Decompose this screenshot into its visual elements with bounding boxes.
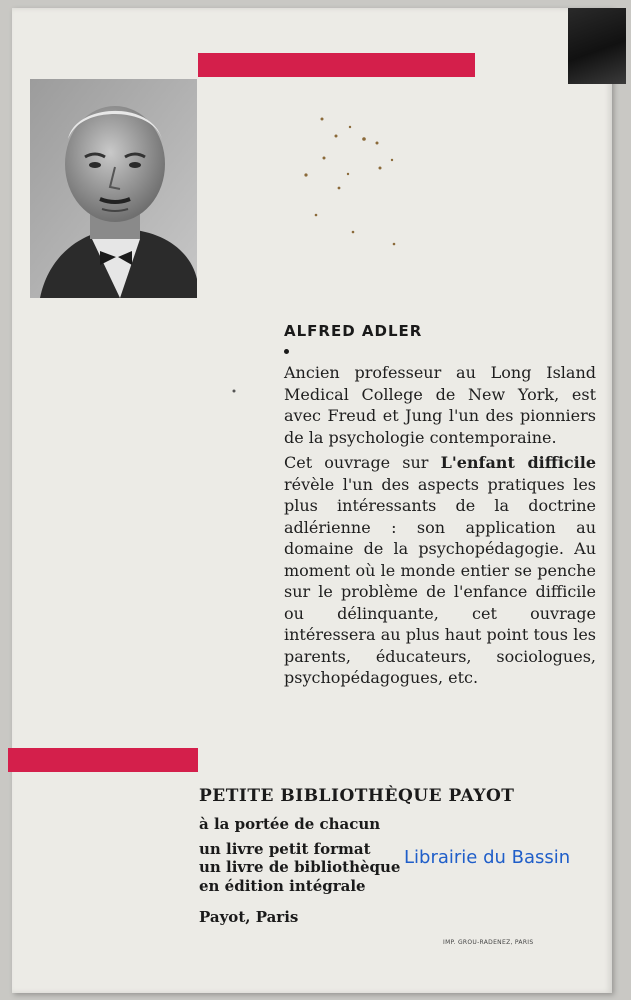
book-title: L'enfant difficile [440, 453, 597, 472]
bio-paragraph-1: Ancien professeur au Long Island Medical College de New York, est avec Freud et Jung l'un des pionniers de la psychologie contemporaine. [284, 363, 596, 447]
separator-dot [284, 349, 289, 354]
bio-paragraph-2 [284, 452, 596, 689]
bio-text-after: révèle l'un des aspects pratiques les plus intéressants de la doctrine adlérienne : son application au domaine de la psychopédagogie. Au moment où le monde entier se penche sur le problème de l'enfance difficile ou délinquante, cet ouvrage intéressera au plus haut point tous les parents, éducateurs, sociologues, psychopédagogues, etc. [284, 474, 596, 687]
series-tagline [199, 815, 400, 895]
tagline-line: un livre petit format [199, 839, 371, 858]
tagline-line: à la portée de chacun [199, 815, 381, 833]
bookseller-watermark: Librairie du Bassin [404, 847, 571, 868]
publisher-imprint: Payot, Paris [199, 908, 299, 926]
bio-text-before: Cet ouvrage sur [284, 453, 441, 472]
tagline-line: un livre de bibliothèque [199, 858, 401, 876]
series-title: PETITE BIBLIOTHÈQUE PAYOT [199, 786, 515, 806]
tagline-line: en édition intégrale [199, 876, 366, 895]
red-bar-bottom [8, 748, 198, 772]
printer-credit: IMP. GROU-RADENEZ, PARIS [443, 939, 534, 946]
author-biography [284, 362, 596, 693]
author-name: ALFRED ADLER [284, 322, 423, 340]
